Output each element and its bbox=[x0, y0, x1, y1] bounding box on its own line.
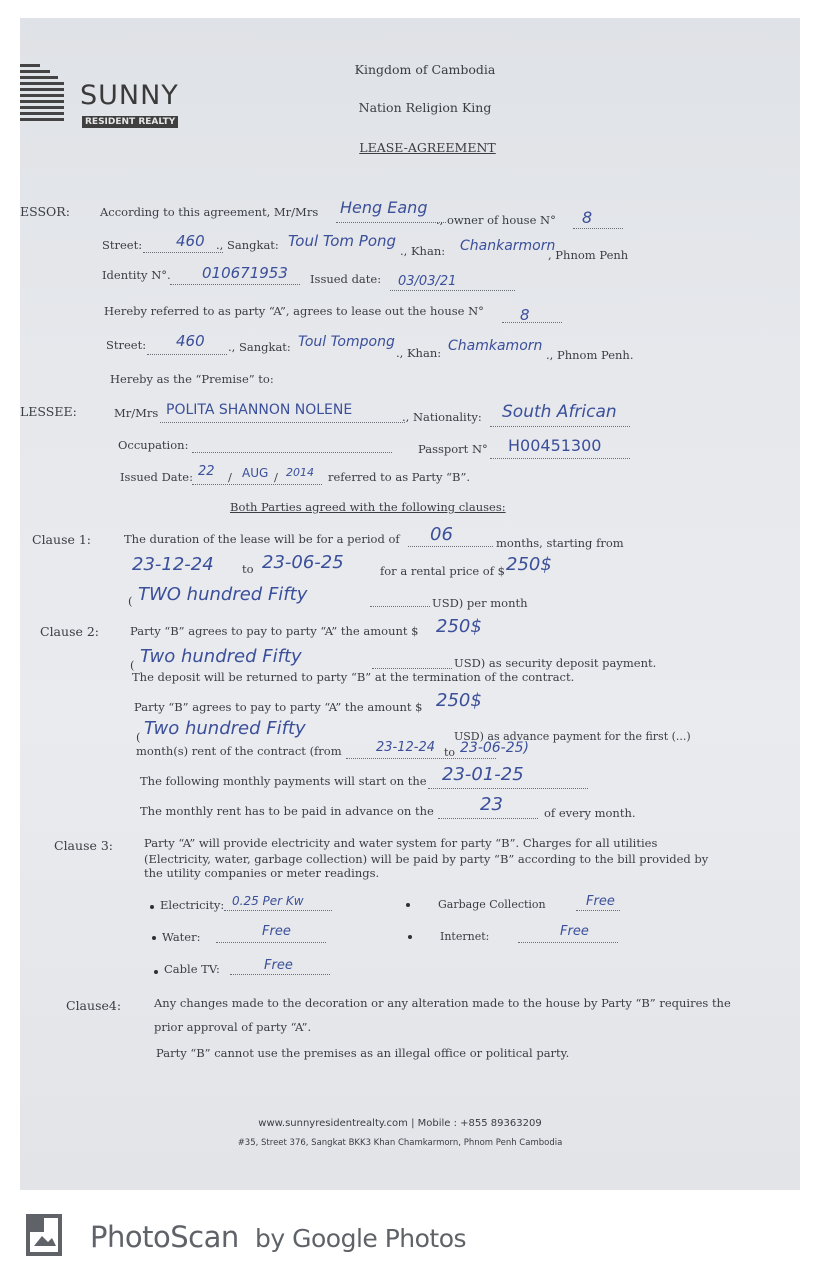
clause2-months-rent: month(s) rent of the contract (from bbox=[136, 744, 342, 758]
lessee-referred: referred to as Party “B”. bbox=[328, 470, 471, 484]
clause4-line3: Party “B” cannot use the premises as an illegal office or political party. bbox=[156, 1046, 570, 1060]
clause1-usd: USD) per month bbox=[432, 596, 528, 610]
document-title: LEASE-AGREEMENT bbox=[359, 140, 496, 155]
photoscan-brand: PhotoScan bbox=[90, 1220, 239, 1254]
lessor-owner-label: ., owner of house N° bbox=[436, 213, 556, 227]
garbage-label: Garbage Collection bbox=[438, 898, 546, 911]
lessor-khan-label: ., Khan: bbox=[400, 244, 446, 258]
electricity-label: Electricity: bbox=[160, 898, 225, 912]
clause1-text1: The duration of the lease will be for a period of bbox=[124, 532, 400, 546]
clause2-from: 23-12-24 bbox=[376, 740, 436, 755]
clause2-label: Clause 2: bbox=[40, 624, 100, 639]
building-icon bbox=[20, 60, 66, 130]
water-value: Free bbox=[262, 924, 291, 939]
cable-label: Cable TV: bbox=[164, 962, 220, 976]
lessor-street: 460 bbox=[176, 232, 205, 250]
clause2-amount2: 250$ bbox=[436, 690, 482, 711]
clause2-every: of every month. bbox=[544, 806, 636, 820]
lessee-issued-year: 2014 bbox=[286, 466, 314, 479]
clause2-until: 23-06-25) bbox=[460, 740, 530, 756]
lessee-passport: H00451300 bbox=[508, 436, 602, 455]
clause3-line1: Party “A” will provide electricity and water system for party “B”. Charges for all utilities bbox=[144, 836, 658, 850]
lessee-passport-label: Passport N° bbox=[418, 442, 488, 456]
clause4-label: Clause4: bbox=[66, 998, 122, 1013]
logo-name: SUNNY bbox=[80, 80, 179, 111]
header-kingdom: Kingdom of Cambodia bbox=[354, 62, 496, 77]
clause3-label: Clause 3: bbox=[54, 838, 114, 853]
lessee-label: LESSEE: bbox=[20, 404, 77, 419]
electricity-rate: 0.25 Per Kw bbox=[232, 894, 304, 908]
clause3-line3: the utility companies or meter readings. bbox=[144, 866, 380, 880]
photoscan-footer bbox=[0, 1190, 820, 1280]
cable-value: Free bbox=[264, 958, 293, 973]
lessor-house-no-2: 8 bbox=[520, 306, 530, 324]
clause2-usd1: USD) as security deposit payment. bbox=[454, 656, 657, 670]
photoscan-icon bbox=[24, 1214, 64, 1258]
garbage-value: Free bbox=[586, 894, 615, 909]
lessor-khan-2: Chamkamorn bbox=[448, 338, 543, 354]
clause1-text2: months, starting from bbox=[496, 536, 624, 550]
document-page bbox=[20, 18, 800, 1190]
date-sep-1: / bbox=[228, 470, 232, 484]
clause1-price-label: for a rental price of $ bbox=[380, 564, 505, 578]
lessee-name: POLITA SHANNON NOLENE bbox=[166, 402, 353, 418]
lessor-sangkat-label: ., Sangkat: bbox=[216, 238, 279, 252]
company-logo bbox=[20, 58, 190, 138]
internet-value: Free bbox=[560, 924, 589, 939]
lessor-issued-label: Issued date: bbox=[310, 272, 382, 286]
lessor-referred: Hereby referred to as party “A”, agrees to lease out the house N° bbox=[104, 304, 484, 318]
internet-label: Internet: bbox=[440, 930, 490, 943]
clause2-paren1: ( bbox=[130, 658, 135, 672]
date-sep-2: / bbox=[274, 470, 278, 484]
clause2-to: to bbox=[444, 746, 456, 759]
lessor-sangkat-2: Toul Tompong bbox=[298, 334, 395, 350]
lessor-city: , Phnom Penh bbox=[548, 248, 629, 262]
clause4-line1: Any changes made to the decoration or any alteration made to the house by Party “B” requires the bbox=[154, 996, 731, 1010]
clause1-end: 23-06-25 bbox=[262, 552, 344, 573]
lessor-premise: Hereby as the “Premise” to: bbox=[110, 372, 274, 386]
clause2-start: 23-01-25 bbox=[442, 764, 524, 785]
clause2-text1: Party “B” agrees to pay to party “A” the amount $ bbox=[130, 624, 419, 638]
lessee-mr-label: Mr/Mrs bbox=[114, 406, 159, 420]
agreed-clauses: Both Parties agreed with the following clauses: bbox=[230, 500, 506, 514]
lessor-sangkat: Toul Tom Pong bbox=[288, 232, 397, 250]
clause4-line2: prior approval of party “A”. bbox=[154, 1020, 312, 1034]
clause1-label: Clause 1: bbox=[32, 532, 92, 547]
doc-footer-web: www.sunnyresidentrealty.com | Mobile : +855 89363209 bbox=[258, 1118, 542, 1129]
lessee-issued-day: 22 bbox=[198, 464, 215, 479]
clause1-paren: ( bbox=[128, 594, 133, 608]
lessor-sangkat-label-2: ., Sangkat: bbox=[228, 340, 291, 354]
lessee-occupation-label: Occupation: bbox=[118, 438, 189, 452]
clause2-text2: Party “B” agrees to pay to party “A” the amount $ bbox=[134, 700, 423, 714]
clause1-words: TWO hundred Fifty bbox=[138, 584, 308, 605]
clause1-months: 06 bbox=[430, 524, 453, 545]
lessor-khan: Chankarmorn bbox=[460, 238, 556, 254]
clause2-words1: Two hundred Fifty bbox=[140, 646, 302, 667]
clause2-monthly: The monthly rent has to be paid in advance on the bbox=[140, 804, 434, 818]
lessor-label: ESSOR: bbox=[20, 204, 70, 219]
lessor-issued-date: 03/03/21 bbox=[398, 274, 457, 289]
clause2-words2: Two hundred Fifty bbox=[144, 718, 306, 739]
lessor-intro: According to this agreement, Mr/Mrs bbox=[100, 205, 319, 219]
lessor-city-2: ., Phnom Penh. bbox=[546, 348, 634, 362]
lessee-nationality-label: ., Nationality: bbox=[402, 410, 482, 424]
clause2-returned: The deposit will be returned to party “B” at the termination of the contract. bbox=[132, 670, 575, 684]
clause2-usd2: USD) as advance payment for the first (...) bbox=[454, 730, 691, 743]
lessee-issued-label: Issued Date: bbox=[120, 470, 193, 484]
clause2-following: The following monthly payments will start on the bbox=[140, 774, 427, 788]
lessee-nationality: South African bbox=[502, 402, 617, 422]
doc-footer-address: #35, Street 376, Sangkat BKK3 Khan Chamkarmorn, Phnom Penh Cambodia bbox=[237, 1138, 563, 1148]
logo-tagline: RESIDENT REALTY bbox=[82, 116, 178, 128]
lessor-street-label-2: Street: bbox=[106, 338, 147, 352]
photoscan-by: by Google Photos bbox=[255, 1224, 467, 1253]
clause2-amount1: 250$ bbox=[436, 616, 482, 637]
lessee-issued-month: AUG bbox=[242, 466, 269, 480]
lessor-id-no: 010671953 bbox=[202, 264, 288, 282]
lessor-name: Heng Eang bbox=[340, 198, 428, 217]
clause2-paren2: ( bbox=[136, 730, 141, 744]
water-label: Water: bbox=[162, 930, 201, 944]
clause2-day: 23 bbox=[480, 794, 503, 815]
lessor-street-label: Street: bbox=[102, 238, 143, 252]
clause1-to: to bbox=[242, 562, 254, 576]
lessor-khan-label-2: ., Khan: bbox=[396, 346, 442, 360]
lessor-id-label: Identity N°. bbox=[102, 268, 171, 282]
clause1-start: 23-12-24 bbox=[132, 554, 214, 575]
lessor-street-2: 460 bbox=[176, 332, 205, 350]
header-motto: Nation Religion King bbox=[358, 100, 492, 115]
lessor-house-no: 8 bbox=[582, 208, 593, 227]
clause1-price: 250$ bbox=[506, 554, 552, 575]
clause3-line2: (Electricity, water, garbage collection) will be paid by party “B” according to the bill provided by bbox=[144, 852, 709, 866]
